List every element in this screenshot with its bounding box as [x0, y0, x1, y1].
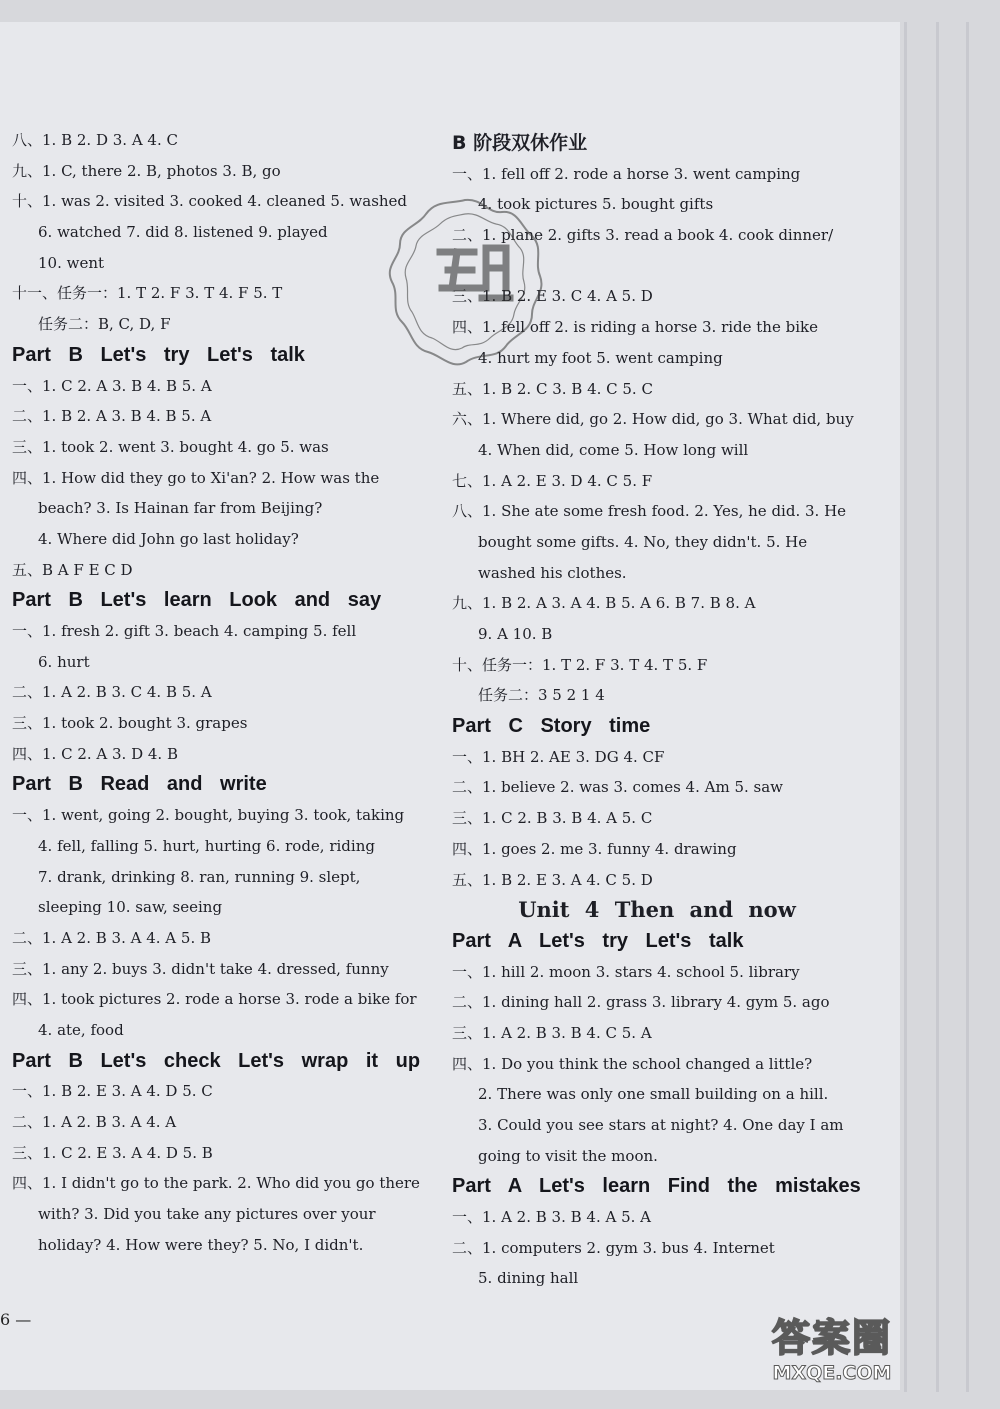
page-edge	[904, 22, 907, 1392]
answer-line: 4. ate, food	[38, 1020, 124, 1039]
answer-line: 2. There was only one small building on a hill.	[478, 1085, 829, 1104]
answer-line: 四、1. C 2. A 3. D 4. B	[12, 744, 178, 763]
answer-line: 九、1. C, there 2. B, photos 3. B, go	[12, 161, 281, 180]
answer-line: 5. dining hall	[478, 1269, 579, 1288]
answer-line: 9. A 10. B	[478, 625, 553, 643]
answer-line: 四、1. fell off 2. is riding a horse 3. ride the bike	[452, 318, 818, 337]
site-watermark	[772, 1307, 892, 1384]
answer-line: 一、1. fresh 2. gift 3. beach 4. camping 5. fell	[12, 622, 357, 640]
section-heading: Part A Let's try Let's talk	[452, 929, 744, 952]
answer-line: 一、1. went, going 2. bought, buying 3. took, taking	[12, 806, 405, 825]
section-heading: B 阶段双休作业	[452, 132, 588, 154]
answer-line: 三、1. took 2. went 3. bought 4. go 5. was	[12, 437, 329, 456]
answer-line: 二、1. A 2. B 3. A 4. A 5. B	[12, 928, 212, 947]
answer-line: 三、1. any 2. buys 3. didn't take 4. dressed, funny	[12, 959, 389, 978]
section-heading: Part B Read and write	[12, 773, 267, 796]
answer-line: 二、1. A 2. B 3. C 4. B 5. A	[12, 683, 212, 702]
answer-line: 4. When did, come 5. How long will	[478, 440, 749, 459]
answer-line: 二、1. B 2. A 3. B 4. B 5. A	[12, 407, 212, 426]
answer-line: 四、1. How did they go to Xi'an? 2. How was the	[12, 468, 380, 487]
answer-line: holiday? 4. How were they? 5. No, I didn't.	[38, 1235, 364, 1254]
answer-line: 4. Where did John go last holiday?	[38, 529, 299, 548]
answer-line: 4. fell, falling 5. hurt, hurting 6. rode, riding	[38, 836, 375, 855]
answer-line: 一、1. hill 2. moon 3. stars 4. school 5. library	[452, 962, 800, 981]
answer-line: 一、1. B 2. E 3. A 4. D 5. C	[12, 1082, 213, 1101]
answer-page	[0, 22, 900, 1390]
section-heading: Part C Story time	[452, 715, 651, 738]
section-heading: Part B Let's try Let's talk	[12, 343, 305, 366]
answer-line: 任务二：3 5 2 1 4	[478, 686, 605, 705]
answer-line: 五、1. B 2. E 3. A 4. C 5. D	[452, 870, 653, 889]
answer-line: 二、1. dining hall 2. grass 3. library 4. gym 5. ago	[452, 993, 830, 1012]
answer-line: 四、1. took pictures 2. rode a horse 3. rode a bike for	[12, 990, 417, 1009]
section-heading: Part B Let's learn Look and say	[12, 589, 382, 612]
answer-line: going to visit the moon.	[478, 1146, 658, 1165]
section-heading: Part A Let's learn Find the mistakes	[452, 1175, 861, 1198]
answer-line: 三、1. C 2. E 3. A 4. D 5. B	[12, 1143, 213, 1162]
answer-line: 二、1. believe 2. was 3. comes 4. Am 5. saw	[452, 778, 784, 797]
answer-line: sleeping 10. saw, seeing	[38, 898, 223, 917]
answer-line: 三、1. B 2. E 3. C 4. A 5. D	[452, 287, 653, 306]
watermark-logo: 答案圈	[771, 1316, 892, 1360]
answer-line: beach? 3. Is Hainan far from Beijing?	[38, 499, 323, 518]
answer-line: 四、1. Do you think the school changed a little?	[452, 1054, 813, 1073]
page-edge	[936, 22, 939, 1392]
answer-line: 7. drank, drinking 8. ran, running 9. slept,	[38, 867, 361, 886]
answer-line: 二、1. computers 2. gym 3. bus 4. Internet	[452, 1238, 775, 1257]
answer-line: 三、1. A 2. B 3. B 4. C 5. A	[452, 1023, 652, 1042]
answer-line: 一、1. fell off 2. rode a horse 3. went camping	[452, 164, 801, 183]
answer-line: 十、1. was 2. visited 3. cooked 4. cleaned 5. washed	[12, 192, 408, 211]
answer-line: 五、B A F E C D	[12, 560, 133, 579]
answer-line: 二、1. A 2. B 3. A 4. A	[12, 1113, 177, 1131]
answer-line: 四、1. goes 2. me 3. funny 4. drawing	[452, 839, 737, 858]
answer-line: 任务二：B, C, D, F	[38, 315, 171, 334]
answer-line: 五、1. B 2. C 3. B 4. C 5. C	[452, 379, 653, 398]
answer-line: 一、1. C 2. A 3. B 4. B 5. A	[12, 376, 212, 395]
right-answer-column	[452, 128, 862, 1294]
answer-line: 3. Could you see stars at night? 4. One day I am	[478, 1116, 844, 1134]
answer-line: 一、1. A 2. B 3. B 4. A 5. A	[452, 1208, 652, 1227]
unit-title: Unit 4 Then and now	[518, 897, 796, 923]
answer-line: 10. went	[38, 253, 105, 272]
answer-line: 十、任务一：1. T 2. F 3. T 4. T 5. F	[452, 655, 708, 674]
answer-line: with? 3. Did you take any pictures over your	[38, 1205, 376, 1224]
answer-line: 六、1. Where did, go 2. How did, go 3. What did, buy	[452, 410, 854, 429]
answer-line: bought some gifts. 4. No, they didn't. 5. He	[478, 532, 808, 551]
answer-line: 三、1. C 2. B 3. B 4. A 5. C	[452, 809, 653, 828]
answer-line: 七、1. A 2. E 3. D 4. C 5. F	[452, 471, 653, 490]
watermark-url: MXQE.COM	[772, 1362, 892, 1384]
section-heading: Part B Let's check Let's wrap it up	[12, 1049, 421, 1072]
answer-line: 4. hurt my foot 5. went camping	[478, 348, 723, 367]
blank-line	[452, 251, 862, 282]
left-answer-column	[12, 125, 421, 1260]
answer-line: 一、1. BH 2. AE 3. DG 4. CF	[452, 747, 665, 766]
answer-line: 四、1. I didn't go to the park. 2. Who did you go there	[12, 1174, 420, 1193]
answer-line: 九、1. B 2. A 3. A 4. B 5. A 6. B 7. B 8. A	[452, 594, 756, 613]
answer-line: 6. watched 7. did 8. listened 9. played	[38, 223, 328, 242]
answer-line: washed his clothes.	[478, 563, 627, 582]
answer-line: 八、1. She ate some fresh food. 2. Yes, he did. 3. He	[452, 502, 847, 521]
answer-line: 6. hurt	[38, 652, 90, 671]
answer-line: 4. took pictures 5. bought gifts	[478, 195, 714, 214]
page-edge	[966, 22, 969, 1392]
answer-line: 八、1. B 2. D 3. A 4. C	[12, 131, 178, 149]
answer-line: 三、1. took 2. bought 3. grapes	[12, 714, 248, 733]
answer-line: 二、1. plane 2. gifts 3. read a book 4. cook dinner/	[452, 226, 834, 245]
answer-line: 十一、任务一：1. T 2. F 3. T 4. F 5. T	[12, 284, 283, 303]
page-number: 6 —	[0, 1310, 32, 1329]
